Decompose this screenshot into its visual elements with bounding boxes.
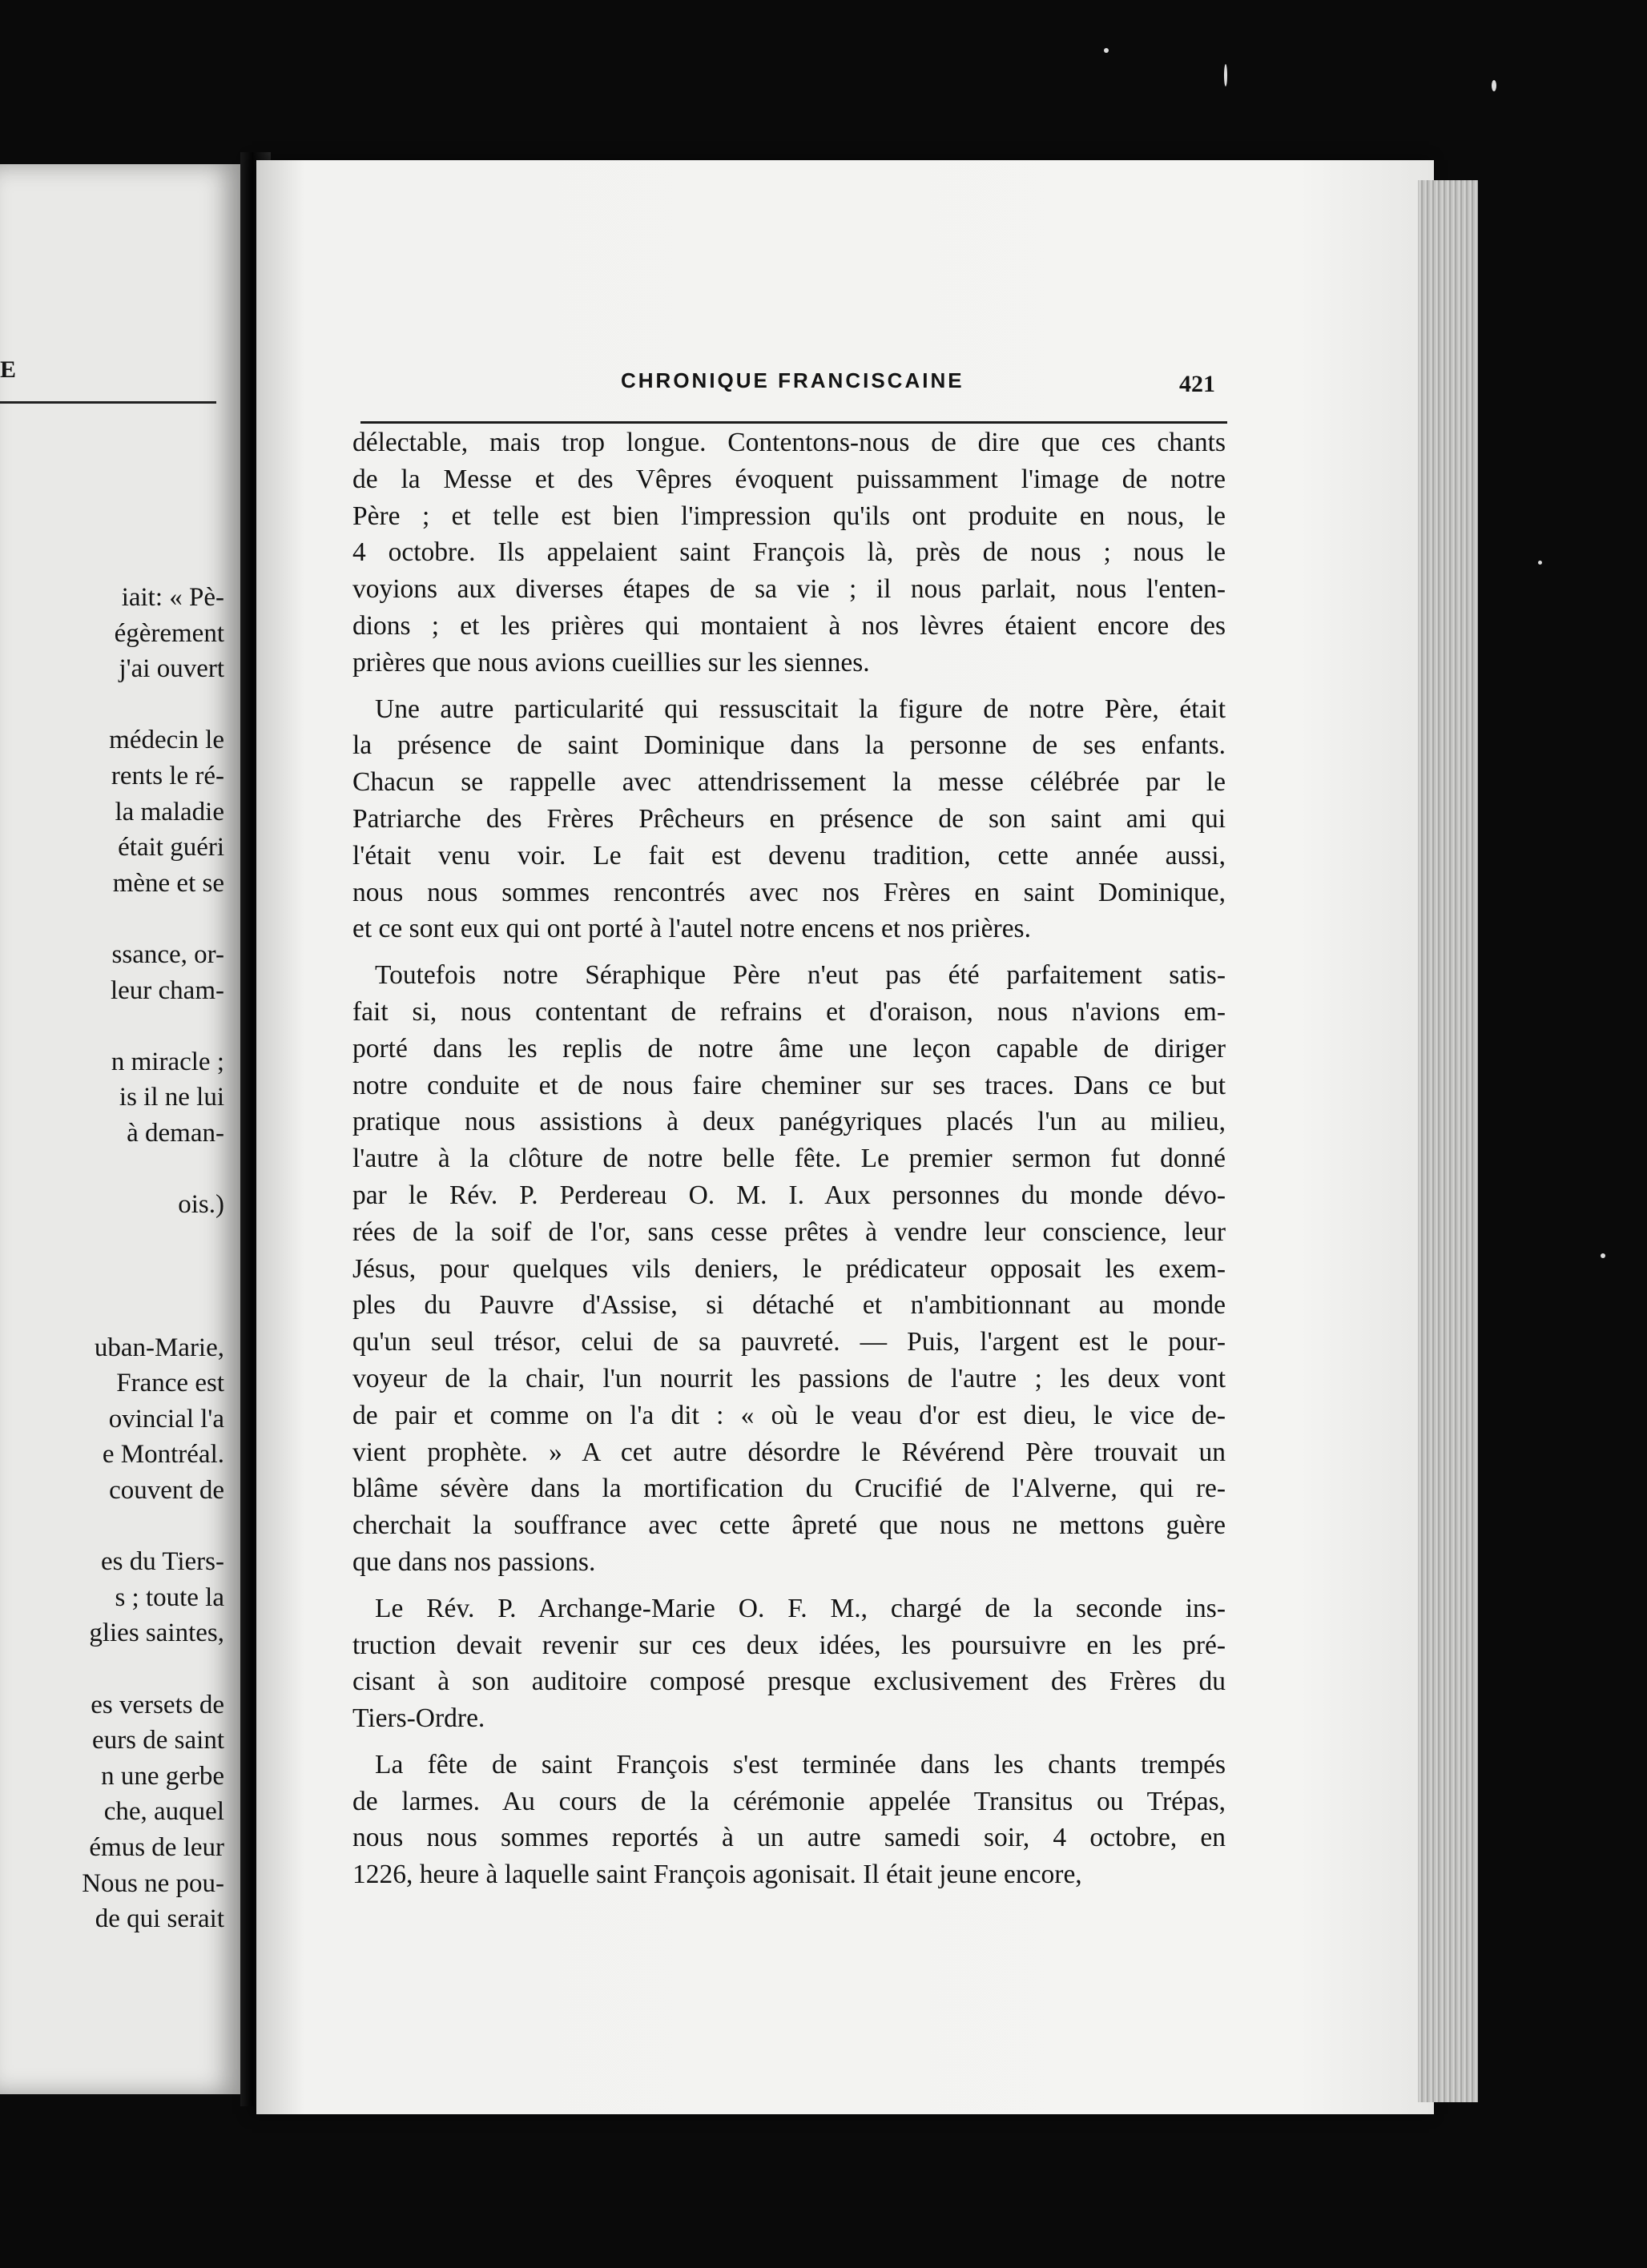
text-line: vient prophète. » A cet autre désordre le Révérend Père trouvait un (352, 1437, 1226, 1467)
text-line: Chacun se rappelle avec attendrissement la messe célébrée par le (352, 767, 1226, 798)
text-line: de larmes. Au cours de la cérémonie appelée Transitus ou Trépas, (352, 1786, 1226, 1816)
left-text-line: la maladie (115, 797, 224, 826)
text-line: ples du Pauvre d'Assise, si détaché et n'ambitionnant au monde (352, 1290, 1226, 1321)
paragraph (352, 957, 1226, 1581)
left-text-line: à deman- (127, 1119, 224, 1148)
left-text-line: e Montréal. (102, 1440, 224, 1470)
left-text-line: Nous ne pou- (82, 1868, 224, 1898)
text-line: 4 octobre. Ils appelaient saint François là, près de nous ; nous le (352, 537, 1226, 568)
text-line: blâme sévère dans la mortification du Crucifié de l'Alverne, qui re- (352, 1474, 1226, 1504)
text-line: nous nous sommes reportés à un autre samedi soir, 4 octobre, en (352, 1823, 1226, 1853)
left-text-line: eurs de saint (92, 1726, 224, 1755)
left-page (0, 164, 240, 2094)
left-text-line: médecin le (109, 726, 224, 755)
text-line: voyeur de la chair, l'un nourrit les passions de l'autre ; les deux vont (352, 1363, 1226, 1393)
text-line: l'autre à la clôture de notre belle fête. Le premier sermon fut donné (352, 1144, 1226, 1174)
text-line: l'était venu voir. Le fait est devenu tradition, cette année aussi, (352, 840, 1226, 871)
left-text-line: n une gerbe (101, 1761, 224, 1791)
text-line: truction devait revenir sur ces deux idées, les poursuivre en les pré- (352, 1630, 1226, 1660)
page-number: 421 (1179, 371, 1215, 397)
page-edges (1418, 180, 1478, 2102)
text-line: cherchait la souffrance avec cette âpreté que nous ne mettons guère (352, 1510, 1226, 1541)
text-line: de pair et comme on l'a dit : « où le veau d'or est dieu, le vice de- (352, 1400, 1226, 1430)
text-line: Le Rév. P. Archange-Marie O. F. M., chargé de la seconde ins- (375, 1593, 1226, 1623)
text-line: nous nous sommes rencontrés avec nos Frères en saint Dominique, (352, 877, 1226, 907)
paragraph (352, 1590, 1226, 1737)
text-line: Tiers-Ordre. (352, 1703, 485, 1734)
left-text-line: mène et se (112, 868, 224, 898)
text-line: délectable, mais trop longue. Contentons-nous de dire que ces chants (352, 428, 1226, 457)
text-line: qu'un seul trésor, celui de sa pauvreté. — Puis, l'argent est le pour- (352, 1327, 1226, 1357)
left-text-line: es du Tiers- (100, 1547, 224, 1577)
left-text-line: is il ne lui (119, 1083, 224, 1112)
left-text-line: ois.) (178, 1190, 224, 1220)
left-text-line: leur cham- (110, 975, 224, 1005)
left-text-line: émus de leur (89, 1833, 224, 1862)
left-text-line: couvent de (109, 1476, 224, 1505)
paragraph (352, 424, 1226, 682)
left-text-line: uban-Marie, (94, 1333, 224, 1362)
text-line: Une autre particularité qui ressuscitait la figure de notre Père, était (375, 694, 1226, 724)
left-text-line: es versets de (91, 1690, 224, 1719)
text-line: de la Messe et des Vêpres évoquent puissamment l'image de notre (352, 464, 1226, 494)
left-text-line: che, auquel (103, 1797, 224, 1827)
text-line: voyions aux diverses étapes de sa vie ; il nous parlait, nous l'enten- (352, 574, 1226, 605)
text-line: Jésus, pour quelques vils deniers, le prédicateur opposait les exem- (352, 1253, 1226, 1284)
text-line: rées de la soif de l'or, sans cesse prêtes à vendre leur conscience, leur (352, 1216, 1226, 1247)
text-line: dions ; et les prières qui montaient à nos lèvres étaient encore des (352, 610, 1226, 641)
left-text-line: France est (116, 1369, 224, 1398)
text-line: fait si, nous contentant de refrains et d'oraison, nous n'avions em- (352, 996, 1226, 1027)
left-text-line: n miracle ; (111, 1047, 224, 1076)
text-line: pratique nous assistions à deux panégyriques placés l'un au milieu, (352, 1107, 1226, 1137)
text-line: 1226, heure à laquelle saint François agonisait. Il était jeune encore, (352, 1860, 1082, 1890)
left-text-line: j'ai ouvert (119, 654, 224, 684)
left-text-line: ssance, or- (111, 940, 224, 969)
text-line: la présence de saint Dominique dans la personne de ses enfants. (352, 730, 1226, 761)
left-text-line: était guéri (118, 833, 224, 863)
text-line: La fête de saint François s'est terminée dans les chants trempés (375, 1749, 1226, 1779)
left-text-line: rents le ré- (111, 762, 224, 790)
text-line: par le Rév. P. Perdereau O. M. I. Aux personnes du monde dévo- (352, 1180, 1226, 1210)
text-line: et ce sont eux qui ont porté à l'autel notre encens et nos prières. (352, 914, 1031, 944)
left-header-rule (0, 401, 216, 404)
body-text (352, 424, 1226, 1893)
left-running-head-fragment: E (0, 356, 18, 383)
text-line: prières que nous avions cueillies sur les siennes. (352, 647, 870, 678)
running-head: CHRONIQUE FRANCISCAINE (621, 368, 964, 392)
left-text-line: de qui serait (95, 1904, 224, 1934)
text-line: Père ; et telle est bien l'impression qu'ils ont produite en nous, le (352, 501, 1226, 531)
paragraph (352, 1747, 1226, 1893)
left-text-line: glies saintes, (89, 1619, 224, 1648)
left-text-line: ovincial l'a (108, 1404, 224, 1434)
left-text-line: s ; toute la (115, 1582, 224, 1612)
text-line: cisant à son auditoire composé presque exclusivement des Frères du (352, 1667, 1226, 1697)
paragraph (352, 691, 1226, 948)
text-line: Patriarche des Frères Prêcheurs en présence de son saint ami qui (352, 803, 1226, 834)
text-line: que dans nos passions. (352, 1546, 596, 1577)
left-text-line: égèrement (114, 618, 224, 648)
left-text-line: iait: « Pè- (121, 583, 224, 612)
text-line: notre conduite et de nous faire cheminer sur ses traces. Dans ce but (352, 1070, 1226, 1100)
header-rule (360, 421, 1227, 424)
text-line: porté dans les replis de notre âme une leçon capable de diriger (352, 1033, 1226, 1064)
text-line: Toutefois notre Séraphique Père n'eut pas été parfaitement satis- (375, 960, 1226, 991)
